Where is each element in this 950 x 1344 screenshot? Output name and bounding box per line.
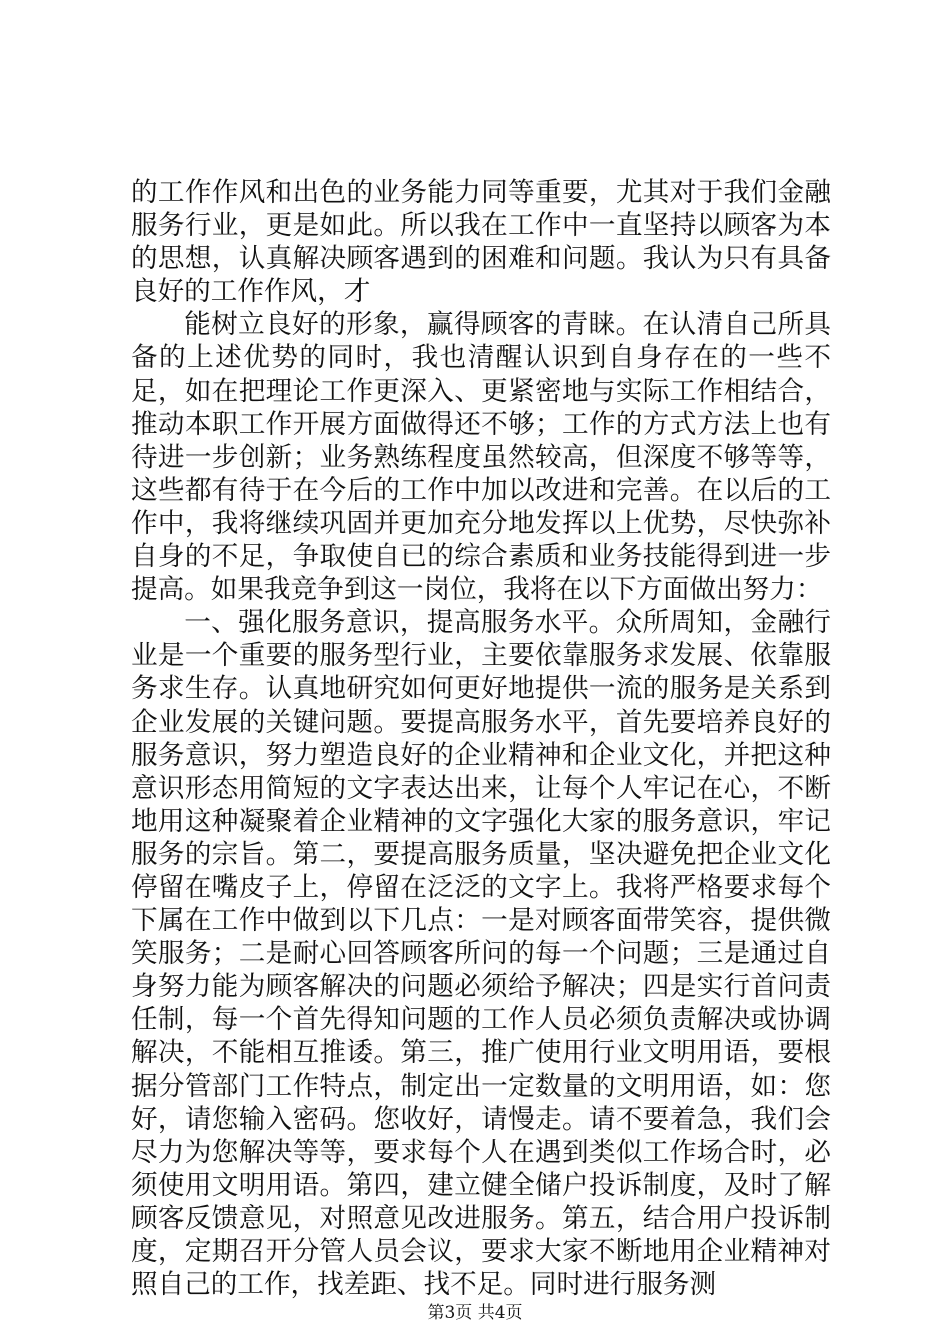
paragraph-3: 一、强化服务意识，提高服务水平。众所周知，金融行业是一个重要的服务型行业，主要依靠服务求发展、依靠服务求生存。认真地研究如何更好地提供一流的服务是关系到企业发展的关键问题。要提高服务水平，首先要培养良好的服务意识，努力塑造良好的企业精神和企业文化，并把这种意识形态用简短的文字表达出来，让每个人牢记在心，不断地用这种凝聚着企业精神的文字强化大家的服务意识，牢记服务的宗旨。第二，要提高服务质量，坚决避免把企业文化停留在嘴皮子上，停留在泛泛的文字上。我将严格要求每个下属在工作中做到以下几点：一是对顾客面带笑容，提供微笑服务；二是耐心回答顾客所问的每一个问题；三是通过自身努力能为顾客解决的问题必须给予解决；四是实行首问责任制，每一个首先得知问题的工作人员必须负责解决或协调解决，不能相互推诿。第三，推广使用行业文明用语，要根据分管部门工作特点，制定出一定数量的文明用语，如：您好，请您输入密码。您收好，请慢走。请不要着急，我们会尽力为您解决等等，要求每个人在遇到类似工作场合时，必须使用文明用语。第四，建立健全储户投诉制度，及时了解顾客反馈意见，对照意见改进服务。第五，结合用户投诉制度，定期召开分管人员会议，要求大家不断地用企业精神对照自己的工作，找差距、找不足。同时进行服务测 xyxy=(131,607,831,1301)
paragraph-1: 的工作作风和出色的业务能力同等重要，尤其对于我们金融服务行业，更是如此。所以我在工作中一直坚持以顾客为本的思想，认真解决顾客遇到的困难和问题。我认为只有具备良好的工作作风，才 xyxy=(131,177,831,308)
document-body xyxy=(131,176,831,1301)
page-footer: 第3页 共4页 xyxy=(427,1303,523,1323)
paragraph-2: 能树立良好的形象，赢得顾客的青睐。在认清自己所具备的上述优势的同时，我也清醒认识到自身存在的一些不足，如在把理论工作更深入、更紧密地与实际工作相结合，推动本职工作开展方面做得还不够；工作的方式方法上也有待进一步创新；业务熟练程度虽然较高，但深度不够等等，这些都有待于在今后的工作中加以改进和完善。在以后的工作中，我将继续巩固并更加充分地发挥以上优势，尽快弥补自身的不足，争取使自已的综合素质和业务技能得到进一步提高。如果我竞争到这一岗位，我将在以下方面做出努力： xyxy=(131,309,831,606)
